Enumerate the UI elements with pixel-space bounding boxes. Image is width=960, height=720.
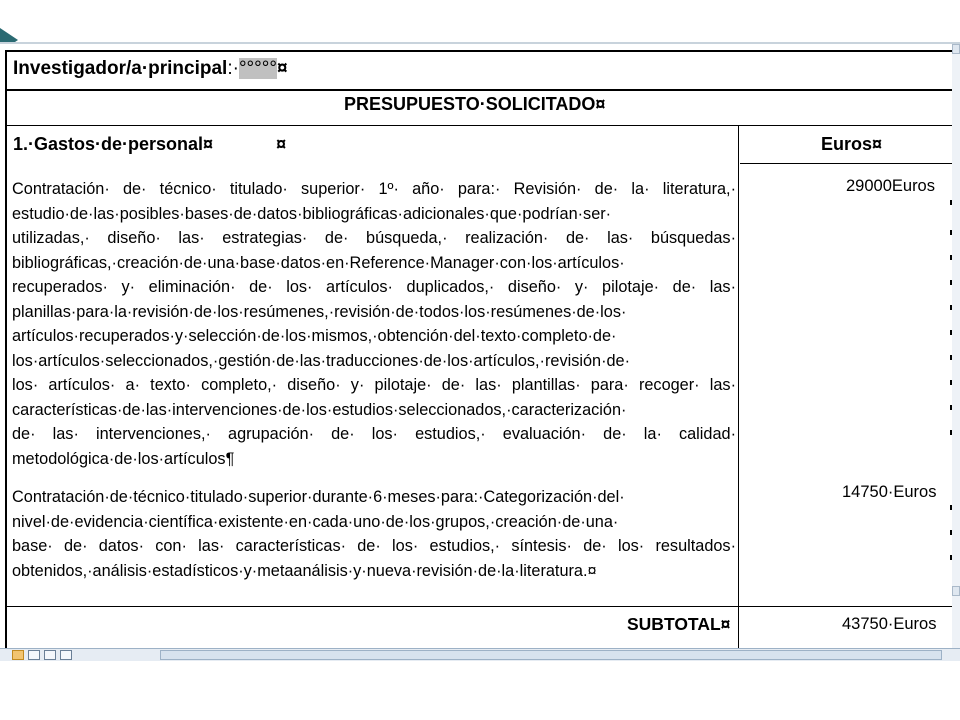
- normal-view-icon[interactable]: [12, 650, 24, 660]
- table-row-divider: [5, 606, 960, 607]
- text-line: los· artículos· a· texto· completo,· diseño· y· pilotaje· de· las· plantillas· para· recoger· las·: [12, 376, 736, 394]
- text-line: metodológica·de·los·artículos¶: [12, 449, 235, 468]
- table-row-divider: [5, 89, 960, 91]
- table-left-border: [5, 50, 7, 648]
- text-line: base· de· datos· con· las· características· de· los· estudios,· síntesis· de· los· resultados·: [12, 537, 736, 555]
- outline-view-icon[interactable]: [60, 650, 72, 660]
- investigator-separator: :·: [227, 58, 239, 79]
- text-line: recuperados· y· eliminación· de· los· artículos· duplicados,· diseño· y· pilotaje· de· las·: [12, 278, 736, 296]
- subtotal-amount: 43750·Euros: [842, 615, 937, 633]
- text-line: obtenidos,·análisis·estadísticos·y·metaanálisis·y·nueva·revisión·de·la·literatura.¤: [12, 561, 597, 580]
- budget-title: PRESUPUESTO·SOLICITADO¤: [344, 94, 606, 114]
- scroll-down-arrow-icon[interactable]: [952, 586, 960, 596]
- horizontal-scrollbar[interactable]: [160, 650, 942, 660]
- paragraph-technician-6months: [12, 485, 736, 583]
- investigator-value-field[interactable]: °°°°°: [238, 58, 277, 79]
- cell-end-mark: ¤: [276, 58, 288, 79]
- text-line: los·artículos·seleccionados,·gestión·de·las·traducciones·de·los·artículos,·revisión·de·: [12, 351, 631, 370]
- amount-year1: 29000Euros: [846, 177, 935, 195]
- investigator-row: [13, 58, 288, 80]
- subtotal-label: SUBTOTAL¤: [627, 614, 731, 634]
- text-line: bibliográficas,·creación·de·una·base·datos·en·Reference·Manager·con·los·artículos·: [12, 253, 625, 272]
- euros-column-header: Euros¤: [821, 134, 883, 154]
- investigator-label: Investigador/a·principal: [13, 58, 228, 79]
- text-line: artículos·recuperados·y·selección·de·los·mismos,·obtención·del·texto·completo·de·: [12, 327, 617, 345]
- section-label: 1.·Gastos·de·personal¤: [13, 134, 214, 154]
- amount-6months: 14750·Euros: [842, 483, 937, 501]
- table-row-divider: [740, 163, 960, 164]
- table-column-divider: [738, 126, 739, 648]
- text-line: Contratación·de·técnico·titulado·superior·durante·6·meses·para:·Categorización·del·: [12, 488, 625, 506]
- text-line: Contratación· de· técnico· titulado· superior· 1º· año· para:· Revisión· de· la· literatura,·: [12, 180, 736, 198]
- web-view-icon[interactable]: [28, 650, 40, 660]
- text-line: características·de·las·intervenciones·de·los·estudios·seleccionados,·caracterización·: [12, 400, 627, 419]
- table-top-border: [5, 50, 960, 52]
- table-row-divider: [5, 125, 960, 126]
- section-header: [13, 134, 286, 155]
- vertical-scrollbar[interactable]: [952, 44, 960, 648]
- cell-end-mark: ¤: [276, 134, 287, 154]
- text-line: de· las· intervenciones,· agrupación· de· los· estudios,· evaluación· de· la· calidad·: [12, 425, 736, 443]
- text-line: planillas·para·la·revisión·de·los·resúmenes,·revisión·de·todos·los·resúmenes·de·los·: [12, 302, 627, 321]
- text-line: nivel·de·evidencia·científica·existente·en·cada·uno·de·los·grupos,·creación·de·una·: [12, 512, 619, 531]
- window-top-area: [0, 0, 960, 42]
- text-line: utilizadas,· diseño· las· estrategias· de· búsqueda,· realización· de· las· búsquedas·: [12, 229, 736, 247]
- document-page: [0, 44, 960, 648]
- print-view-icon[interactable]: [44, 650, 56, 660]
- paragraph-technician-year1: [12, 177, 736, 471]
- text-line: estudio·de·las·posibles·bases·de·datos·bibliográficas·adicionales·que·podrían·ser·: [12, 204, 612, 223]
- scroll-up-arrow-icon[interactable]: [952, 44, 960, 54]
